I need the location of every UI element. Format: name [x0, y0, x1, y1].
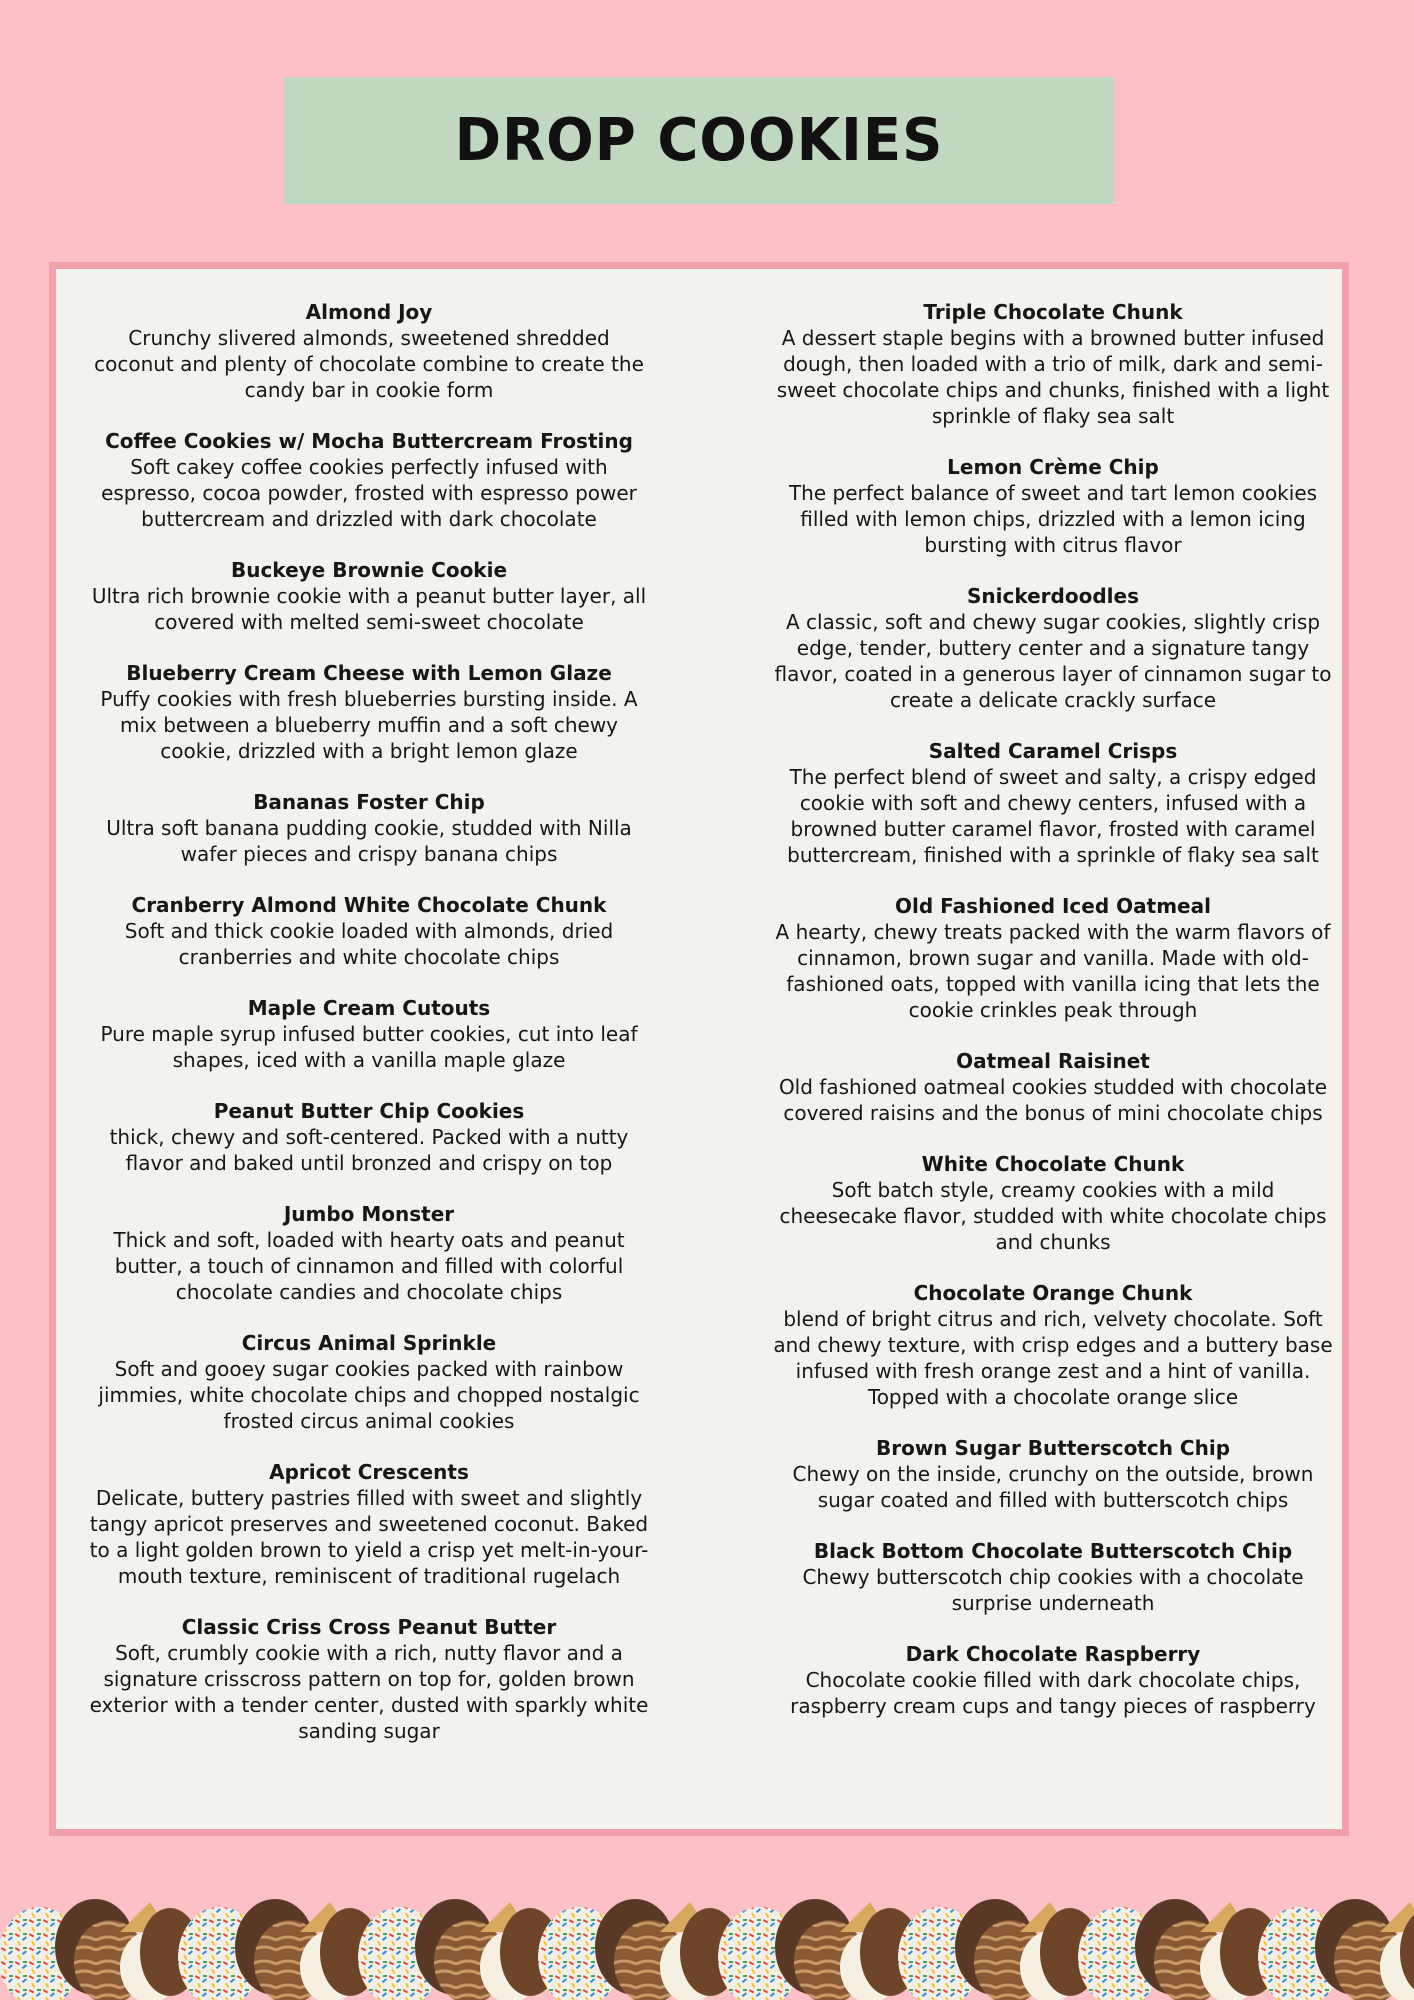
menu-item-description: Ultra rich brownie cookie with a peanut butter layer, all covered with melted semi-sweet chocolate	[91, 584, 647, 634]
menu-item-description: Chewy on the inside, crunchy on the outside, brown sugar coated and filled with butterscotch chips	[792, 1462, 1314, 1512]
menu-item-name: Oatmeal Raisinet	[956, 1049, 1150, 1073]
menu-item-description: Crunchy slivered almonds, sweetened shredded coconut and plenty of chocolate combine to create the candy bar in cookie form	[94, 326, 644, 402]
menu-item-name: Classic Criss Cross Peanut Butter	[181, 1615, 557, 1639]
menu-item-description: Soft, crumbly cookie with a rich, nutty flavor and a signature crisscross pattern on top for, golden brown exterior with a tender center, dusted with sparkly white sanding sugar	[89, 1641, 649, 1743]
menu-item	[89, 1330, 649, 1434]
menu-item-name: Chocolate Orange Chunk	[913, 1281, 1193, 1305]
menu-item-name: Jumbo Monster	[283, 1202, 455, 1226]
menu-item-description: Chocolate cookie filled with dark chocolate chips, raspberry cream cups and tangy pieces of raspberry	[790, 1668, 1316, 1718]
menu-item-description: Old fashioned oatmeal cookies studded with chocolate covered raisins and the bonus of mini chocolate chips	[778, 1075, 1328, 1125]
menu-item-description: A classic, soft and chewy sugar cookies, slightly crisp edge, tender, buttery center and a signature tangy flavor, coated in a generous layer of cinnamon sugar to create a delicate crackly surface	[774, 610, 1332, 712]
menu-item-name: Old Fashioned Iced Oatmeal	[895, 894, 1211, 918]
menu-item-name: Dark Chocolate Raspberry	[905, 1642, 1201, 1666]
menu-item-name: Triple Chocolate Chunk	[923, 300, 1183, 324]
menu-item	[89, 789, 649, 867]
menu-item	[89, 1098, 649, 1176]
menu-item-name: Buckeye Brownie Cookie	[230, 558, 508, 582]
menu-item-name: Lemon Crème Chip	[947, 455, 1159, 479]
menu-item	[773, 738, 1333, 868]
menu-item	[773, 893, 1333, 1023]
menu-item-name: Circus Animal Sprinkle	[241, 1331, 497, 1355]
menu-item-description: Thick and soft, loaded with hearty oats and peanut butter, a touch of cinnamon and filled with colorful chocolate candies and chocolate chips	[113, 1228, 625, 1304]
menu-item-name: Maple Cream Cutouts	[247, 996, 491, 1020]
menu-item	[89, 1614, 649, 1744]
menu-item-description: A hearty, chewy treats packed with the warm flavors of cinnamon, brown sugar and vanilla. Made with old-fashioned oats, topped with vanilla icing that lets the cookie crinkles peak through	[775, 920, 1331, 1022]
menu-item	[773, 1538, 1333, 1616]
menu-item-description: blend of bright citrus and rich, velvety chocolate. Soft and chewy texture, with crisp edges and a buttery base infused with fresh orange zest and a hint of vanilla. Topped with a chocolate orange slice	[773, 1307, 1333, 1409]
menu-item	[89, 892, 649, 970]
menu-item-description: Soft batch style, creamy cookies with a mild cheesecake flavor, studded with white chocolate chips and chunks	[779, 1178, 1327, 1254]
menu-item	[773, 583, 1333, 713]
menu-item-name: Snickerdoodles	[967, 584, 1139, 608]
menu-item-description: The perfect balance of sweet and tart lemon cookies filled with lemon chips, drizzled with a lemon icing bursting with citrus flavor	[788, 481, 1318, 557]
menu-item	[89, 299, 649, 403]
menu-item-description: Ultra soft banana pudding cookie, studded with Nilla wafer pieces and crispy banana chips	[106, 816, 632, 866]
title-banner	[284, 77, 1114, 204]
menu-item-description: Pure maple syrup infused butter cookies, cut into leaf shapes, iced with a vanilla maple glaze	[100, 1022, 638, 1072]
cookie-photo-strip	[0, 1862, 1414, 2000]
menu-item-name: White Chocolate Chunk	[921, 1152, 1185, 1176]
menu-item-name: Almond Joy	[305, 300, 433, 324]
menu-item-description: thick, chewy and soft-centered. Packed with a nutty flavor and baked until bronzed and crispy on top	[109, 1125, 629, 1175]
menu-item	[773, 1435, 1333, 1513]
menu-item-description: Chewy butterscotch chip cookies with a chocolate surprise underneath	[802, 1565, 1304, 1615]
menu-item-name: Bananas Foster Chip	[253, 790, 485, 814]
menu-item	[773, 1641, 1333, 1719]
menu-item-description: Soft and gooey sugar cookies packed with rainbow jimmies, white chocolate chips and chopped nostalgic frosted circus animal cookies	[98, 1357, 640, 1433]
menu-item	[89, 660, 649, 764]
menu-item-name: Apricot Crescents	[269, 1460, 469, 1484]
menu-item-name: Brown Sugar Butterscotch Chip	[875, 1436, 1231, 1460]
menu-item	[89, 1201, 649, 1305]
menu-item-description: Soft and thick cookie loaded with almonds, dried cranberries and white chocolate chips	[124, 919, 614, 969]
menu-item	[773, 299, 1333, 429]
menu-item-description: A dessert staple begins with a browned butter infused dough, then loaded with a trio of milk, dark and semi-sweet chocolate chips and chunks, finished with a light sprinkle of flaky sea salt	[776, 326, 1330, 428]
menu-column-right	[773, 299, 1333, 1744]
menu-item	[89, 1459, 649, 1589]
menu-card	[49, 262, 1349, 1836]
menu-item-name: Blueberry Cream Cheese with Lemon Glaze	[126, 661, 612, 685]
menu-item-description: The perfect blend of sweet and salty, a crispy edged cookie with soft and chewy centers, infused with a browned butter caramel flavor, frosted with caramel buttercream, finished with a sprinkle of flaky sea salt	[787, 765, 1319, 867]
menu-item	[773, 1280, 1333, 1410]
menu-item	[773, 1048, 1333, 1126]
menu-item-name: Salted Caramel Crisps	[928, 739, 1178, 763]
menu-item	[773, 454, 1333, 558]
menu-item-name: Black Bottom Chocolate Butterscotch Chip	[813, 1539, 1293, 1563]
menu-item-name: Coffee Cookies w/ Mocha Buttercream Frosting	[105, 429, 633, 453]
cookie-pile-illustration	[0, 1862, 1414, 2000]
menu-item-description: Delicate, buttery pastries filled with sweet and slightly tangy apricot preserves and sweetened coconut. Baked to a light golden brown to yield a crisp yet melt-in-your-mouth texture, reminiscent of traditional rugelach	[89, 1486, 649, 1588]
page-title: DROP COOKIES	[454, 106, 944, 175]
menu-item	[89, 557, 649, 635]
menu-item	[773, 1151, 1333, 1255]
menu-item	[89, 428, 649, 532]
menu-item-name: Peanut Butter Chip Cookies	[213, 1099, 525, 1123]
menu-column-left	[89, 299, 649, 1769]
menu-item	[89, 995, 649, 1073]
menu-item-name: Cranberry Almond White Chocolate Chunk	[131, 893, 607, 917]
menu-item-description: Puffy cookies with fresh blueberries bursting inside. A mix between a blueberry muffin and a soft chewy cookie, drizzled with a bright lemon glaze	[100, 687, 638, 763]
menu-item-description: Soft cakey coffee cookies perfectly infused with espresso, cocoa powder, frosted with espresso power buttercream and drizzled with dark chocolate	[101, 455, 637, 531]
